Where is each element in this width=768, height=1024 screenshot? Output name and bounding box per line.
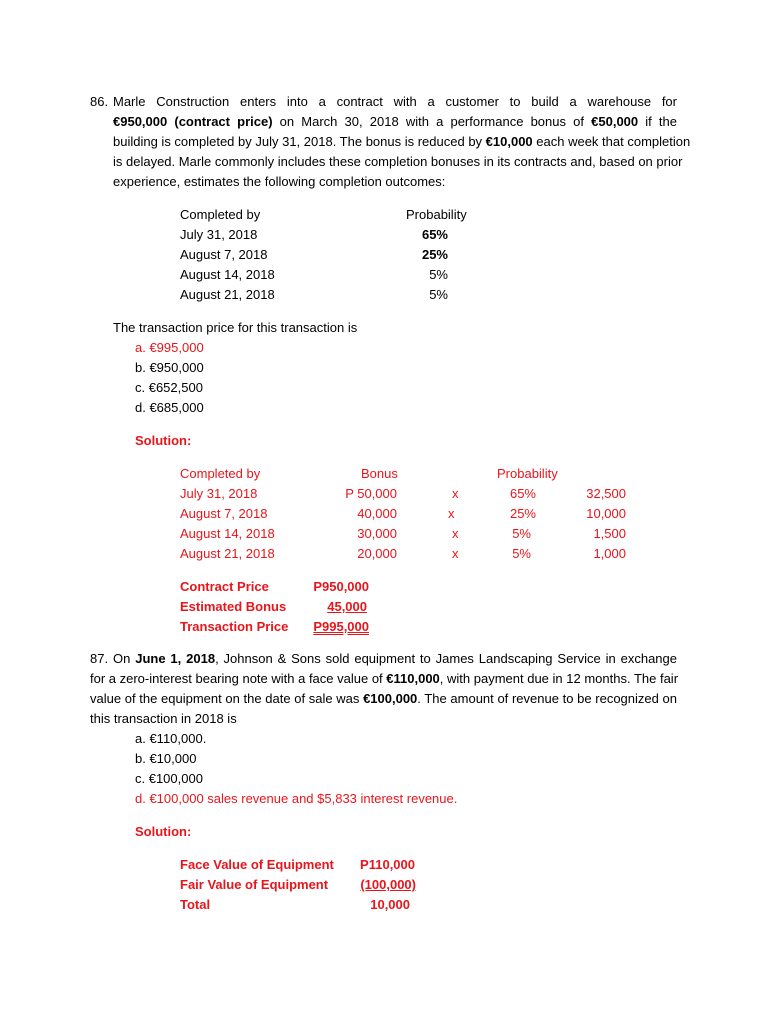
solution-row-label: Fair Value of Equipment (180, 877, 329, 892)
question-text-line: for a zero-interest bearing note with a face value of €110,000, with payment due in 12 months. The fair (90, 671, 679, 686)
solution-cell-bonus: 20,000 (357, 546, 397, 561)
question-text-line: experience, estimates the following completion outcomes: (113, 174, 446, 189)
solution-cell-result: 1,000 (593, 546, 626, 561)
solution-cell-result: 32,500 (586, 486, 626, 501)
question-text-line: building is completed by July 31, 2018. The bonus is reduced by €10,000 each week that completion (113, 134, 691, 149)
table-cell-date: July 31, 2018 (180, 227, 258, 242)
solution-row-value: P110,000 (360, 857, 415, 872)
solution-cell-times: x (452, 486, 459, 501)
solution-cell-bonus: 30,000 (357, 526, 397, 541)
answer-option-c: c. €100,000 (135, 771, 203, 786)
solution-cell-times: x (452, 526, 459, 541)
question-text-line: Marle Construction enters into a contract with a customer to build a warehouse for (113, 94, 677, 109)
solution-cell-date: August 7, 2018 (180, 506, 268, 521)
solution-cell-probability: 5% (512, 526, 531, 541)
answer-option-d: d. €685,000 (135, 400, 204, 415)
solution-label: Solution: (135, 824, 192, 839)
question-number: 87. (90, 651, 109, 666)
solution-cell-probability: 25% (509, 506, 536, 521)
summary-value: 45,000 (327, 599, 367, 614)
table-cell-date: August 14, 2018 (180, 267, 275, 282)
solution-row-value: (100,000) (360, 877, 416, 892)
question-prompt: The transaction price for this transaction is (113, 320, 358, 335)
table-header-probability: Probability (406, 207, 467, 222)
answer-option-d: d. €100,000 sales revenue and $5,833 interest revenue. (135, 791, 458, 806)
answer-option-b: b. €10,000 (135, 751, 197, 766)
summary-value: P995,000 (313, 619, 369, 634)
solution-cell-result: 10,000 (586, 506, 626, 521)
solution-header-bonus: Bonus (361, 466, 398, 481)
question-text-line: is delayed. Marle commonly includes these completion bonuses in its contracts and, based on prior (113, 154, 683, 169)
summary-value: P950,000 (313, 579, 369, 594)
table-cell-probability: 5% (429, 267, 448, 282)
solution-cell-times: x (452, 546, 459, 561)
solution-header-completed-by: Completed by (180, 466, 261, 481)
table-cell-date: August 7, 2018 (180, 247, 268, 262)
question-text-line: this transaction in 2018 is (90, 711, 237, 726)
summary-label: Contract Price (180, 579, 269, 594)
solution-row-value: 10,000 (370, 897, 410, 912)
solution-cell-probability: 5% (512, 546, 531, 561)
solution-cell-date: August 21, 2018 (180, 546, 275, 561)
table-header-completed-by: Completed by (180, 207, 261, 222)
answer-option-a: a. €110,000. (135, 731, 207, 746)
table-cell-probability: 65% (421, 227, 448, 242)
table-cell-date: August 21, 2018 (180, 287, 275, 302)
summary-label: Transaction Price (180, 619, 289, 634)
solution-row-label: Total (180, 897, 211, 912)
question-number: 86. (90, 94, 109, 109)
solution-cell-bonus: P 50,000 (345, 486, 397, 501)
question-text-line: €950,000 (contract price) on March 30, 2018 with a performance bonus of €50,000 if the (113, 114, 678, 129)
solution-cell-date: July 31, 2018 (180, 486, 258, 501)
answer-option-b: b. €950,000 (135, 360, 204, 375)
question-text-line: On June 1, 2018, Johnson & Sons sold equipment to James Landscaping Service in exchange (113, 651, 677, 666)
question-text-line: value of the equipment on the date of sale was €100,000. The amount of revenue to be recognized on (90, 691, 677, 706)
solution-row-label: Face Value of Equipment (180, 857, 334, 872)
table-cell-probability: 25% (421, 247, 448, 262)
solution-header-probability: Probability (497, 466, 558, 481)
answer-option-c: c. €652,500 (135, 380, 203, 395)
solution-cell-result: 1,500 (593, 526, 626, 541)
summary-label: Estimated Bonus (180, 599, 287, 614)
solution-cell-probability: 65% (509, 486, 536, 501)
solution-label: Solution: (135, 433, 192, 448)
answer-option-a: a. €995,000 (135, 340, 204, 355)
table-cell-probability: 5% (429, 287, 448, 302)
solution-cell-bonus: 40,000 (357, 506, 397, 521)
solution-cell-times: x (448, 506, 455, 521)
solution-cell-date: August 14, 2018 (180, 526, 275, 541)
